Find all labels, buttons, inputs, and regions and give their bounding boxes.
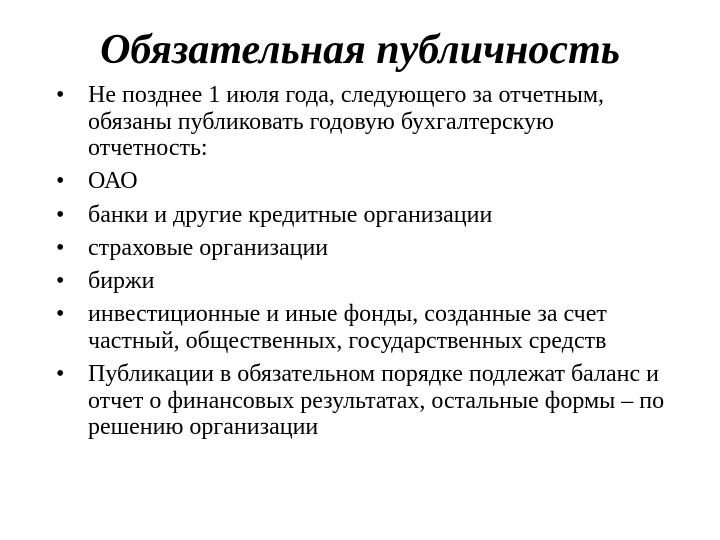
bullet-text-banks: банки и другие кредитные организации	[88, 201, 493, 228]
bullet-marker: •	[56, 234, 65, 261]
slide-title: Обязательная публичность	[100, 27, 620, 73]
bullet-list	[56, 82, 676, 448]
bullet-marker: •	[56, 168, 65, 195]
bullet-item-4	[56, 235, 676, 262]
bullet-marker: •	[56, 301, 65, 328]
bullet-text-exchanges: биржи	[88, 268, 155, 295]
bullet-item-6	[56, 301, 676, 354]
bullet-item-1	[56, 82, 676, 162]
bullet-marker: •	[56, 82, 65, 108]
bullet-marker: •	[56, 201, 65, 228]
bullet-text-insurance: страховые организации	[88, 234, 329, 261]
bullet-text-funds: инвестиционные и иные фонды, созданные за счет частный, общественных, государственных средств	[88, 301, 607, 354]
bullet-text-oao: ОАО	[88, 168, 138, 195]
bullet-marker: •	[56, 268, 65, 295]
bullet-item-5	[56, 268, 676, 295]
bullet-text-publication-deadline: Не позднее 1 июля года, следующего за отчетным, обязаны публиковать годовую бухгалтерскую отчетность:	[88, 82, 604, 161]
bullet-text-mandatory-publications: Публикации в обязательном порядке подлежат баланс и отчет о финансовых результатах, остальные формы – по решению организации	[88, 361, 665, 441]
bullet-item-7	[56, 361, 676, 441]
bullet-marker: •	[56, 361, 65, 388]
bullet-item-2	[56, 168, 676, 195]
bullet-item-3	[56, 202, 676, 229]
